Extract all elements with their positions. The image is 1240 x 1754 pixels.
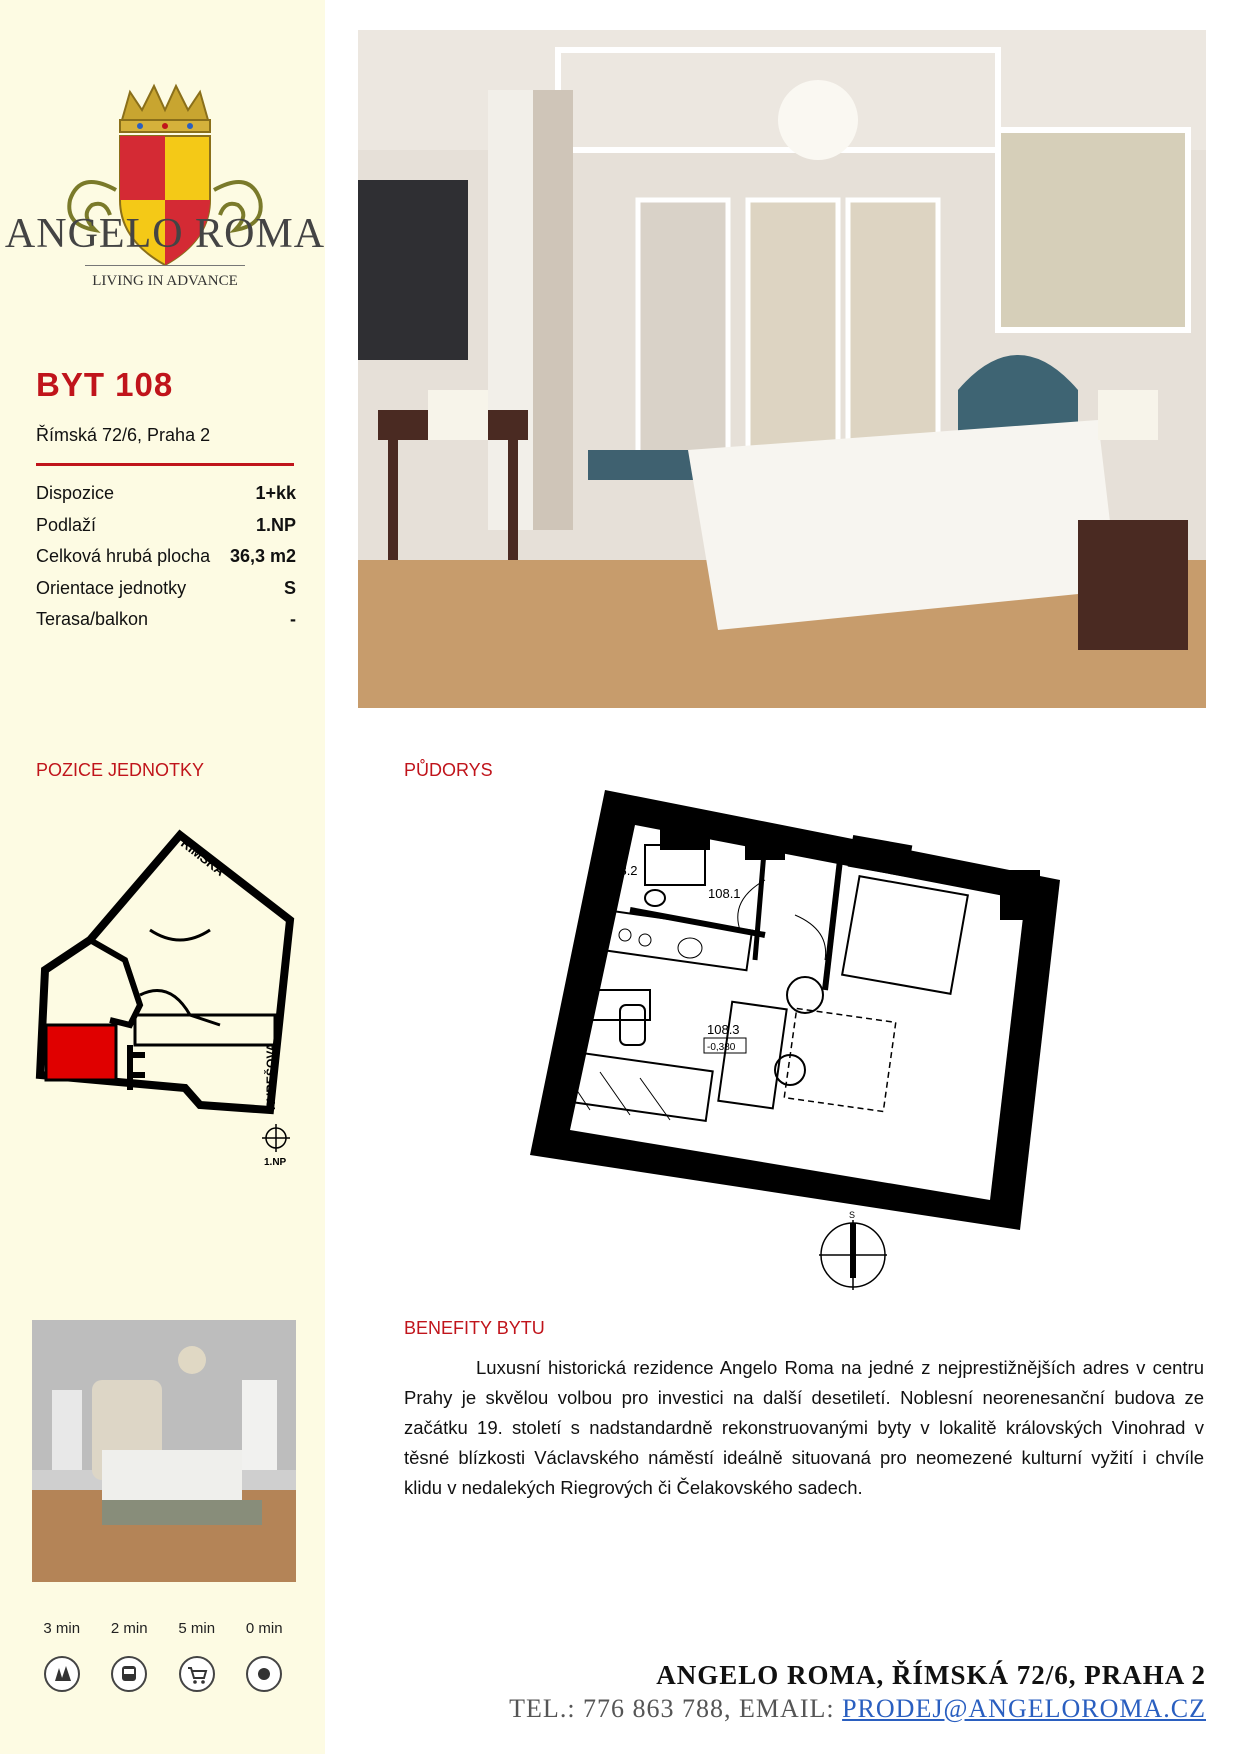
param-value: 36,3 m2: [229, 546, 296, 566]
metro-icon: [244, 1654, 284, 1694]
param-row: [36, 578, 296, 610]
distance-item: [96, 1620, 164, 1694]
section-title-floorplan: PŮDORYS: [404, 760, 493, 780]
street-label-top: ŘÍMSKÁ: [178, 835, 228, 879]
distance-label: 5 min: [178, 1620, 216, 1637]
shopping-cart-icon: [177, 1654, 217, 1694]
distance-item: [231, 1620, 299, 1694]
brand-tagline: LIVING IN ADVANCE: [92, 273, 238, 289]
unit-title: BYT 108: [36, 366, 174, 403]
sidebar: [0, 0, 325, 1754]
site-plan: [30, 820, 310, 1180]
north-label: S: [849, 1210, 856, 1220]
crest-logo: [20, 80, 310, 300]
bedroom-photo: [358, 30, 1206, 708]
distances: [28, 1620, 298, 1694]
distance-item: [28, 1620, 96, 1694]
param-value: S: [283, 577, 296, 598]
distance-item: [163, 1620, 231, 1694]
room-label: 108.1: [708, 886, 741, 901]
footer-contact: [509, 1694, 1206, 1724]
tram-icon: [109, 1654, 149, 1694]
param-row: [36, 546, 296, 578]
distance-label: 0 min: [245, 1620, 283, 1637]
param-value: -: [290, 609, 296, 629]
unit-marker: [46, 1025, 116, 1080]
param-label: Dispozice: [36, 483, 115, 503]
floor-label: 1.NP: [264, 1157, 287, 1168]
param-row: [36, 515, 296, 547]
street-label-right: RUBEŠOVA: [264, 1042, 278, 1110]
north-arrow-icon: [262, 1124, 290, 1152]
room-label: 108.3: [707, 1022, 740, 1037]
param-row: [36, 609, 296, 641]
level-label: -0,380: [707, 1042, 736, 1053]
footer-address: ANGELO ROMA, ŘÍMSKÁ 72/6, PRAHA 2: [656, 1660, 1206, 1690]
distance-label: 3 min: [43, 1620, 81, 1637]
unit-address: Římská 72/6, Praha 2: [36, 425, 211, 445]
divider: [85, 265, 245, 266]
floor-plan: [530, 790, 1090, 1310]
param-row: [36, 483, 296, 515]
section-title-benefits: BENEFITY BYTU: [404, 1318, 545, 1338]
param-label: Terasa/balkon: [36, 609, 149, 629]
section-title-position: POZICE JEDNOTKY: [36, 760, 205, 780]
param-label: Podlaží: [36, 514, 97, 535]
brand-name: ANGELO ROMA: [4, 211, 326, 257]
crown-icon: [120, 86, 210, 132]
room-label: 108.2: [605, 863, 638, 878]
benefits-text: [404, 1353, 1204, 1503]
north-arrow-icon: [819, 1220, 887, 1290]
param-value: 1+kk: [255, 483, 296, 503]
bedroom-photo-small: [32, 1320, 296, 1582]
param-label: Celková hrubá plocha: [36, 546, 211, 566]
park-icon: [42, 1654, 82, 1694]
param-label: Orientace jednotky: [36, 577, 187, 598]
footer-phone: TEL.: 776 863 788, EMAIL:: [509, 1694, 843, 1723]
distance-label: 2 min: [110, 1620, 148, 1637]
param-value: 1.NP: [255, 514, 296, 535]
unit-params: [36, 483, 296, 641]
divider: [36, 463, 294, 466]
benefits-paragraph: Luxusní historická rezidence Angelo Roma na jedné z nejprestižnějších adres v centru Prahy je skvělou volbou pro investici na další desetiletí. Noblesní neorenesanční budova ze začátku 19. století s nadstandardně rekonstruovanými byty v lokalitě královských Vinohrad v těsné blízkosti Václavského náměstí ideálně situovaná pro neomezené kulturní vyžití i chvíle klidu v nedalekých Riegrových či Čelakovského sadech.: [404, 1357, 1204, 1498]
email-link[interactable]: PRODEJ@ANGELOROMA.CZ: [842, 1694, 1206, 1723]
